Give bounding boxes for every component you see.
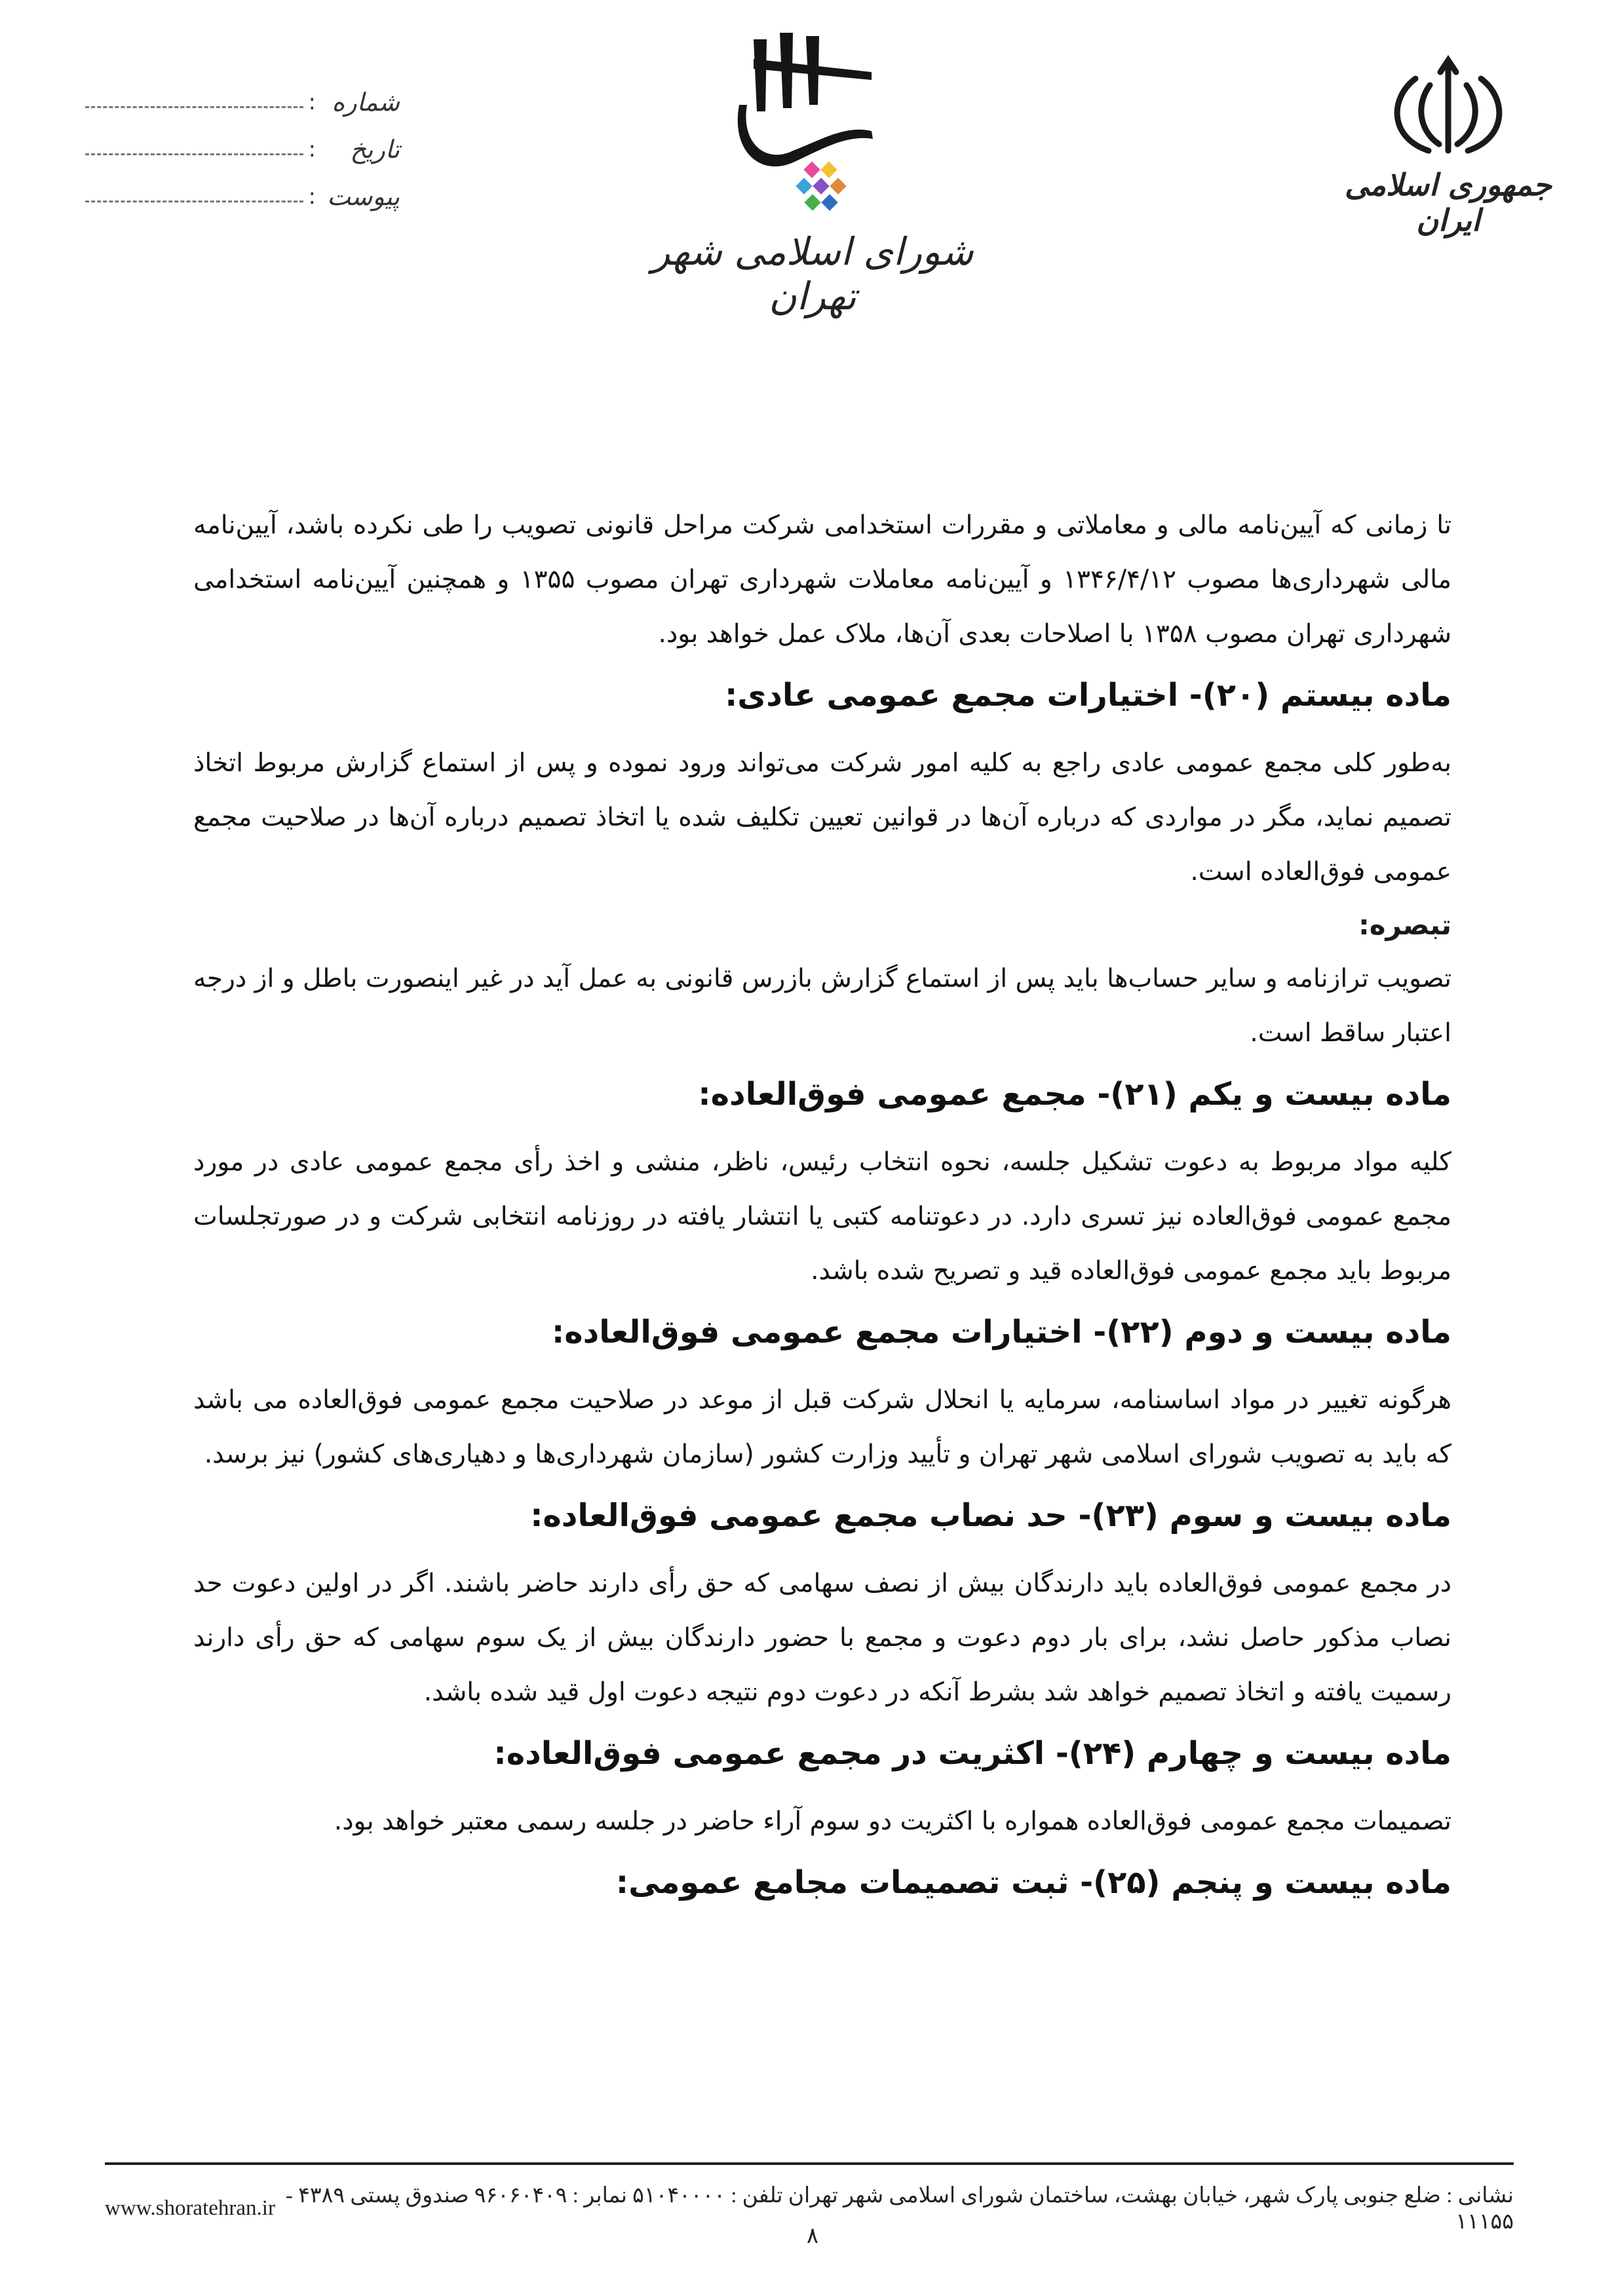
website-link[interactable]: www.shoratehran.ir: [105, 2196, 275, 2220]
document-body: [193, 498, 1451, 1923]
article-24-title: ماده بیست و چهارم (۲۴)- اکثریت در مجمع عمومی فوق‌العاده:: [493, 1735, 1451, 1772]
number-colon: :: [308, 89, 316, 115]
page-number: ۸: [806, 2223, 819, 2249]
article-20-note-text: تصویب ترازنامه و سایر حساب‌ها باید پس از استماع گزارش بازرس قانونی به عمل آید در غیر اینصورت باطل و از درجه اعتبار ساقط است.: [193, 964, 1451, 1048]
footer: [105, 2184, 1514, 2234]
emblem-caption: جمهوری اسلامی ایران: [1345, 167, 1552, 238]
article-21-title: ماده بیست و یکم (۲۱)- مجمع عمومی فوق‌العاده:: [698, 1076, 1451, 1113]
article-22-text: هرگونه تغییر در مواد اساسنامه، سرمایه یا انحلال شرکت قبل از موعد در صلاحیت مجمع عمومی فوق‌العاده می باشد که باید به تصویب شورای اسلامی شهر تهران و تأیید وزارت کشور (سازمان شهرداری‌ها و دهیاری‌های کشور) نیز برسد.: [193, 1385, 1451, 1469]
article-20-note-title: تبصره:: [1358, 909, 1451, 941]
article-21-text: کلیه مواد مربوط به دعوت تشکیل جلسه، نحوه انتخاب رئیس، ناظر، منشی و اخذ رأی مجمع عمومی عادی در مورد مجمع عمومی فوق‌العاده نیز تسری دارد. در دعوتنامه کتبی یا انتشار یافته در روزنامه انتخابی شرکت و در صورتجلسات مربوط باید مجمع عمومی فوق‌العاده قید و تصریح شده باشد.: [193, 1147, 1451, 1286]
article-23-title: ماده بیست و سوم (۲۳)- حد نصاب مجمع عمومی فوق‌العاده:: [530, 1497, 1451, 1534]
meta-attachment-row: [85, 173, 400, 220]
article-20-text: به‌طور کلی مجمع عمومی عادی راجع به کلیه امور شرکت می‌تواند ورود نموده و پس از استماع گزارش مربوط اتخاذ تصمیم نماید، مگر در مواردی که درباره آن‌ها در قوانین تعیین تکلیف شده یا اتخاذ تصمیم درباره آن‌ها در صلاحیت مجمع عمومی فوق‌العاده است.: [193, 748, 1451, 887]
article-23-text: در مجمع عمومی فوق‌العاده باید دارندگان بیش از نصف سهامی که حق رأی دارند حاضر باشند. اگر در اولین دعوت حد نصاب مذکور حاصل نشد، برای بار دوم دعوت و مجمع با حضور دارندگان بیش از یک سوم سهامی که حق رأی دارند رسمیت یافته و اتخاذ تصمیم خواهد شد بشرط آنکه در دعوت دوم نتیجه دعوت اول قید شده باشد.: [193, 1569, 1451, 1707]
article-20-title: ماده بیستم (۲۰)- اختیارات مجمع عمومی عادی:: [725, 677, 1451, 714]
footer-divider: [105, 2162, 1514, 2165]
number-label: شماره: [332, 88, 400, 117]
meta-number-row: [85, 79, 400, 126]
meta-date-row: [85, 126, 400, 173]
footer-address: نشانی : ضلع جنوبی پارک شهر، خیابان بهشت، ساختمان شورای اسلامی شهر تهران تلفن : ۵۱۰۴۰۰۰۰ نمابر : ۹۶۰۶۰۴۰۹ صندوق پستی ۴۳۸۹ - ۱۱۱۵۵: [285, 2184, 1514, 2234]
date-colon: :: [308, 136, 316, 163]
article-24-text: تصمیمات مجمع عمومی فوق‌العاده همواره با اکثریت دو سوم آراء حاضر در جلسه رسمی معتبر خواهد بود.: [334, 1807, 1451, 1836]
national-emblem: [1330, 52, 1566, 238]
article-22-title: ماده بیست و دوم (۲۲)- اختیارات مجمع عمومی فوق‌العاده:: [552, 1314, 1451, 1350]
letterhead: [0, 0, 1614, 341]
attachment-label: پیوست: [327, 182, 400, 211]
attachment-field: [85, 201, 303, 202]
document-meta: [85, 79, 400, 229]
intro-paragraph: تا زمانی که آیین‌نامه مالی و معاملاتی و مقررات استخدامی شرکت مراحل قانونی تصویب را طی نکرده باشد، آیین‌نامه مالی شهرداری‌ها مصوب ۱۳۴۶/۴/۱۲ و آیین‌نامه معاملات شهرداری تهران مصوب ۱۳۵۵ و همچنین آیین‌نامه استخدامی شهرداری تهران مصوب ۱۳۵۸ با اصلاحات بعدی آن‌ها، ملاک عمل خواهد بود.: [193, 510, 1451, 649]
date-field: [85, 153, 303, 155]
date-label: تاریخ: [350, 135, 400, 164]
iran-emblem-icon: [1376, 52, 1520, 164]
attachment-colon: :: [308, 183, 316, 210]
article-25-title: ماده بیست و پنجم (۲۵)- ثبت تصمیمات مجامع عمومی:: [615, 1864, 1451, 1901]
council-logo-icon: [727, 33, 898, 223]
number-field: [85, 106, 303, 108]
council-logo: [629, 33, 996, 318]
council-caption: شورای اسلامی شهر تهران: [651, 229, 974, 318]
